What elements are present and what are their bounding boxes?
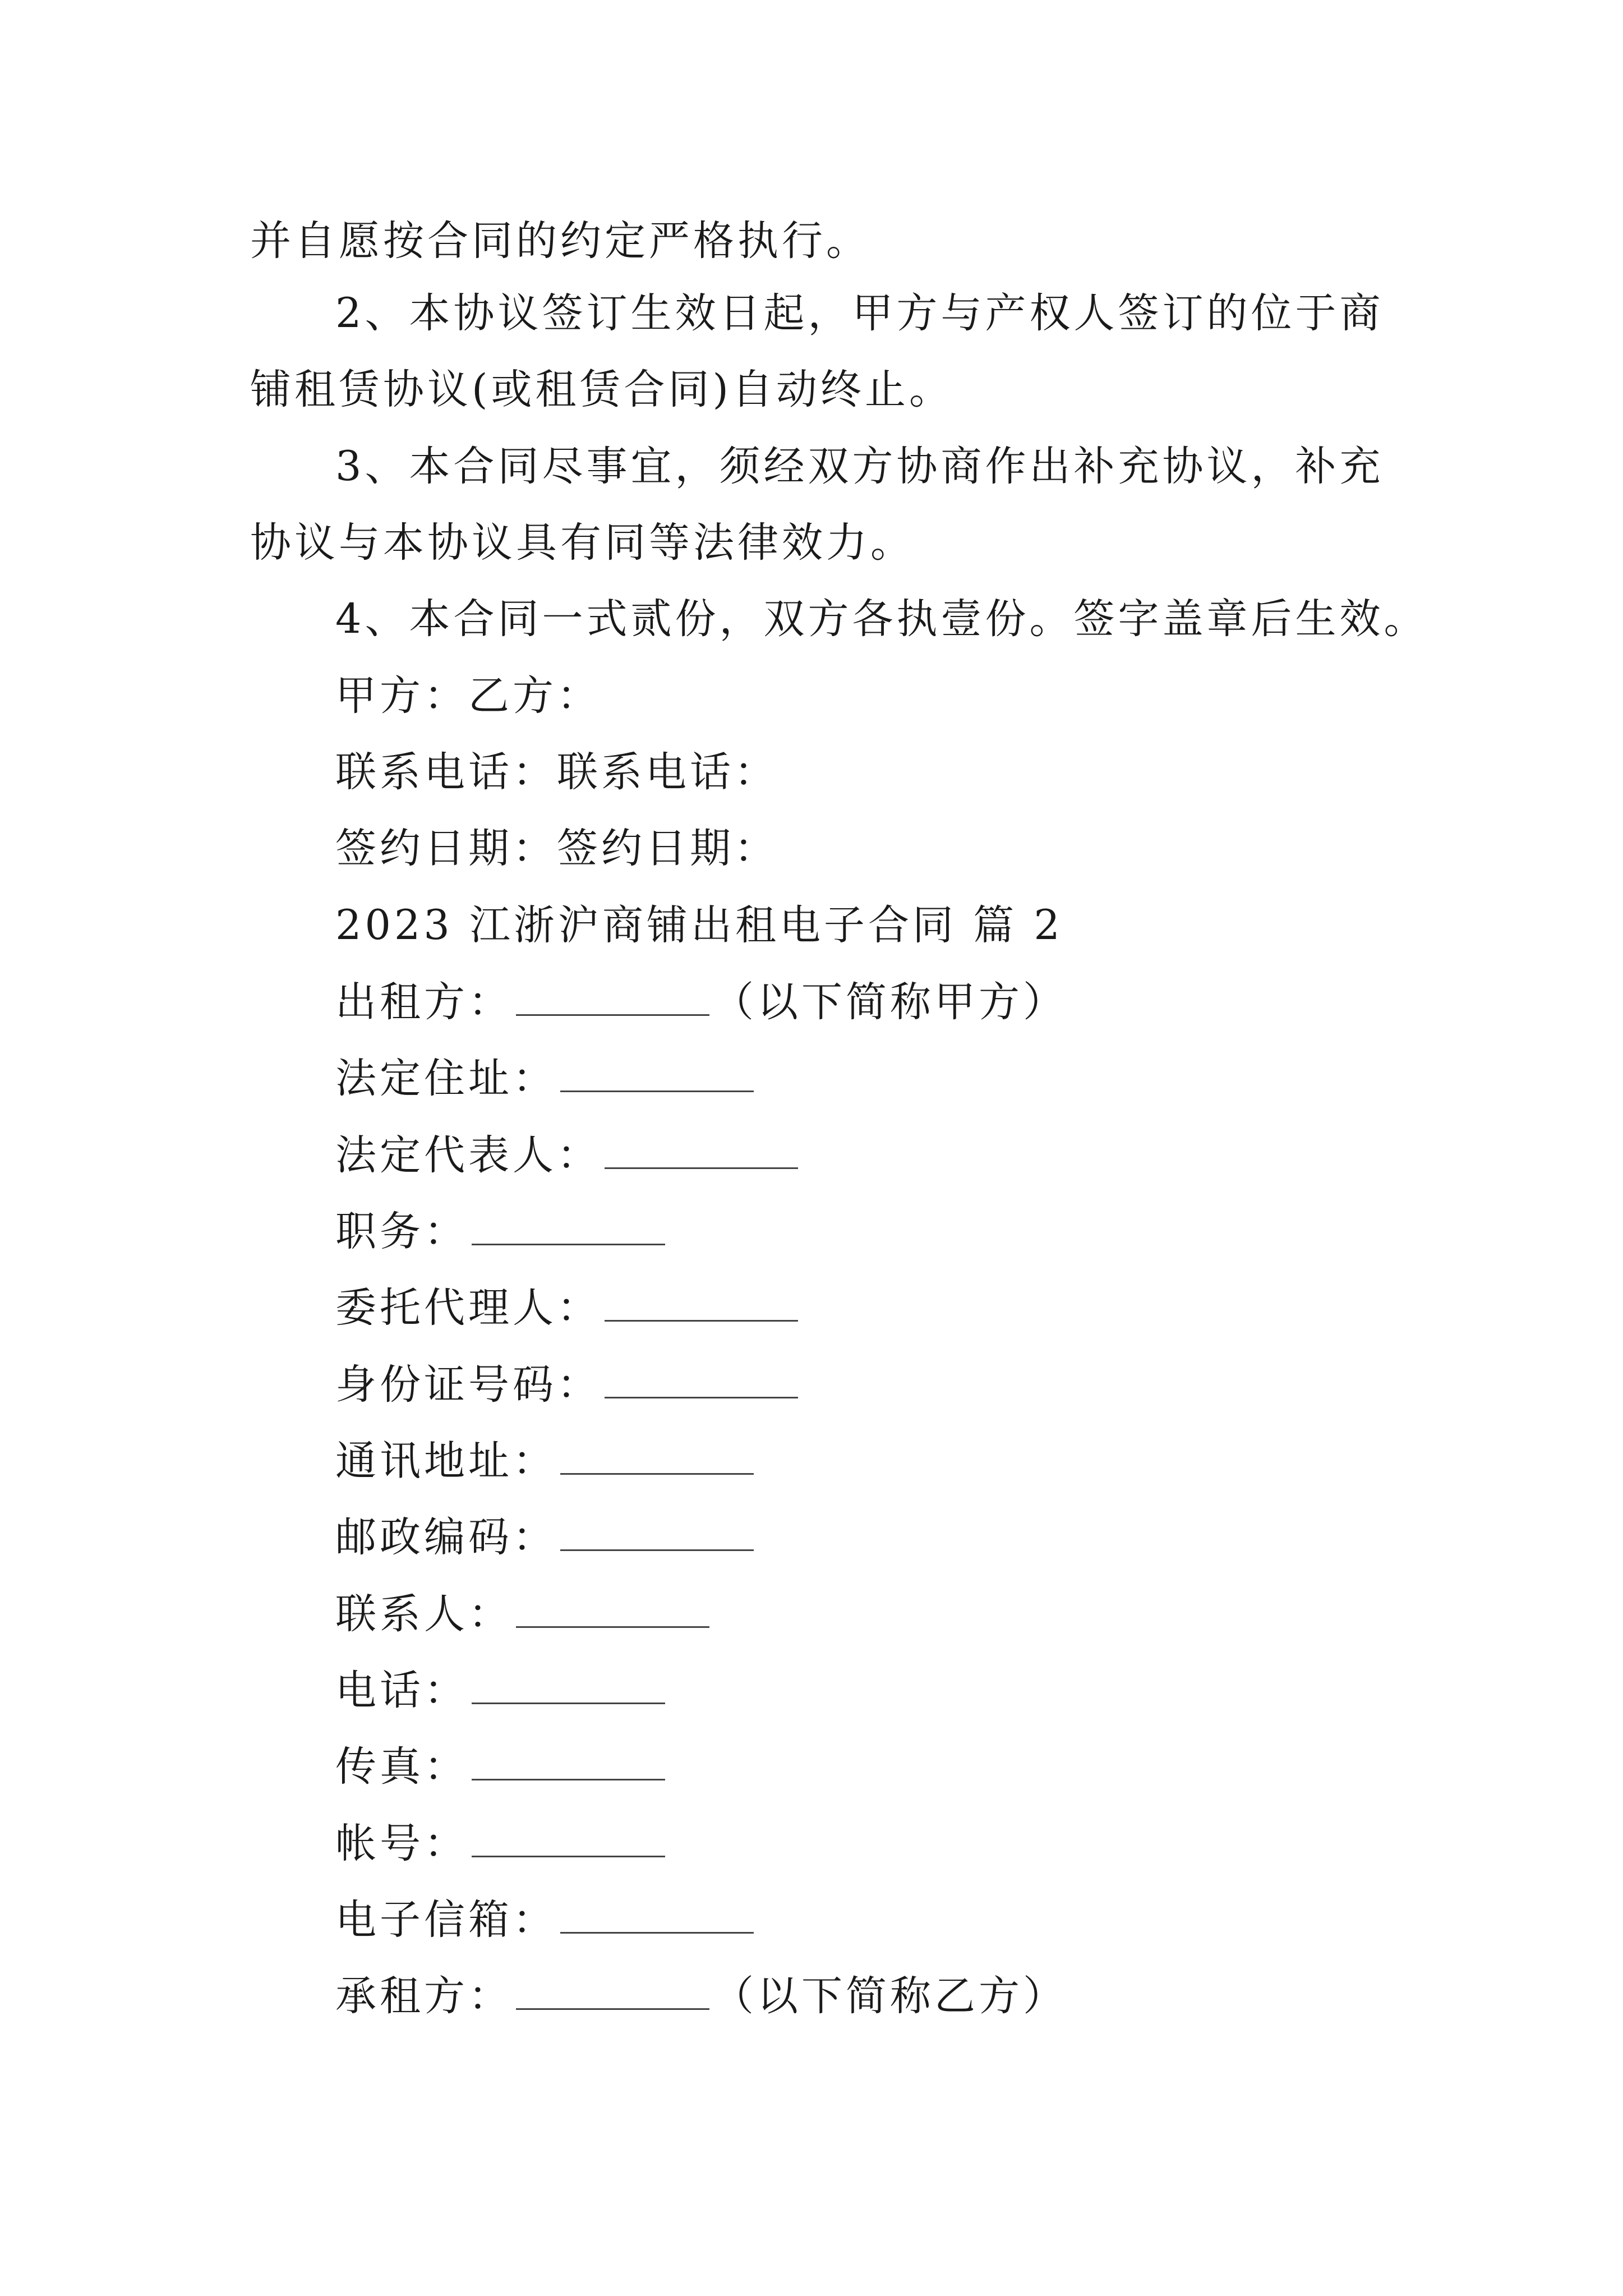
field-label: 身份证号码： — [335, 1361, 601, 1409]
fill-in-blank[interactable] — [560, 1050, 754, 1092]
address-field — [335, 1050, 757, 1106]
field-suffix: （以下简称乙方） — [713, 1972, 1067, 2020]
field-label: 承租方： — [335, 1972, 513, 2020]
field-label: 职务： — [335, 1208, 468, 1255]
mail-address-field — [335, 1433, 757, 1489]
field-label: 委托代理人： — [335, 1284, 601, 1332]
phone-field — [335, 1662, 668, 1718]
lessor-field — [335, 974, 1067, 1030]
field-label: 法定代表人： — [335, 1131, 601, 1179]
field-label: 邮政编码： — [335, 1513, 557, 1561]
field-label: 法定住址： — [335, 1055, 557, 1102]
agent-field — [335, 1280, 801, 1336]
field-label: 传真： — [335, 1743, 468, 1791]
field-suffix: （以下简称甲方） — [713, 978, 1067, 1026]
account-field — [335, 1815, 668, 1871]
fill-in-blank[interactable] — [472, 1815, 665, 1857]
field-label: 通讯地址： — [335, 1437, 557, 1485]
field-label: 帐号： — [335, 1820, 468, 1867]
fill-in-blank[interactable] — [560, 1892, 754, 1934]
fill-in-blank[interactable] — [605, 1356, 798, 1398]
legal-rep-field — [335, 1127, 801, 1183]
fill-in-blank[interactable] — [516, 1586, 709, 1628]
postcode-field — [335, 1509, 757, 1565]
fill-in-blank[interactable] — [516, 1968, 709, 2010]
id-number-field — [335, 1356, 801, 1412]
contact-field — [335, 1586, 713, 1642]
email-field — [335, 1892, 757, 1948]
field-label: 出租方： — [335, 978, 513, 1026]
field-label: 电话： — [335, 1667, 468, 1714]
fill-in-blank[interactable] — [605, 1127, 798, 1169]
paragraph-line: 铺租赁协议(或租赁合同)自动终止。 — [250, 366, 953, 413]
lessee-field — [335, 1968, 1067, 2024]
field-label: 电子信箱： — [335, 1896, 557, 1944]
fill-in-blank[interactable] — [472, 1203, 665, 1245]
section-title: 2023 江浙沪商铺出租电子合同 篇 2 — [335, 901, 1063, 949]
paragraph-line: 4、本合同一式贰份，双方各执壹份。签字盖章后生效。 — [335, 595, 1428, 643]
fill-in-blank[interactable] — [560, 1509, 754, 1551]
signature-dates: 签约日期：签约日期： — [335, 825, 778, 872]
field-label: 联系人： — [335, 1590, 513, 1638]
paragraph-line: 并自愿按合同的约定严格执行。 — [250, 217, 870, 265]
fill-in-blank[interactable] — [560, 1433, 754, 1475]
fill-in-blank[interactable] — [516, 974, 709, 1016]
fill-in-blank[interactable] — [605, 1280, 798, 1322]
fill-in-blank[interactable] — [472, 1738, 665, 1780]
signature-phones: 联系电话：联系电话： — [335, 748, 778, 796]
signature-parties: 甲方：乙方： — [335, 672, 601, 720]
paragraph-line: 协议与本协议具有同等法律效力。 — [250, 519, 915, 567]
fax-field — [335, 1738, 668, 1795]
fill-in-blank[interactable] — [472, 1662, 665, 1704]
position-field — [335, 1203, 668, 1259]
paragraph-line: 3、本合同尽事宜，须经双方协商作出补充协议，补充 — [335, 443, 1384, 490]
paragraph-line: 2、本协议签订生效日起，甲方与产权人签订的位于商 — [335, 289, 1384, 337]
